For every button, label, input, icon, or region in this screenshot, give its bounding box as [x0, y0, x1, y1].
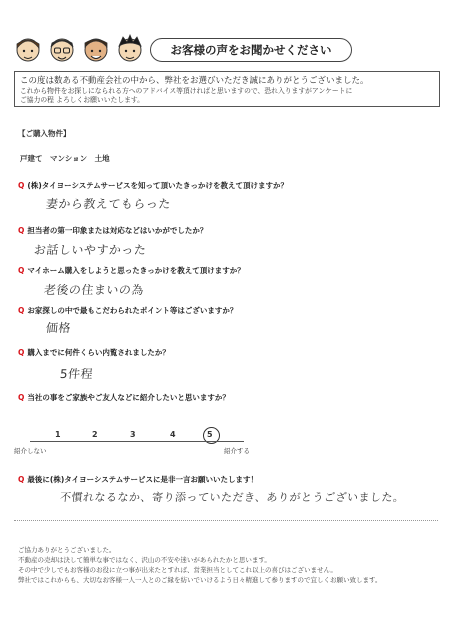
footer-line-2: 不動産の売却は決して簡単な事ではなく、沢山の不安や迷いがあられたかと思います。: [18, 556, 271, 564]
divider: [14, 520, 438, 521]
greeting-box: [14, 71, 440, 107]
answer-4: 価格: [45, 321, 72, 335]
greeting-line-2: これから物件をお探しになられる方へのアドバイス等頂ければと思いますので、恐れ入りますがアンケートに: [20, 87, 353, 95]
footer-line-3: その中で少しでもお客様のお役に立つ事が出来たとすれば、営業担当としてこれ以上の喜びはございません。: [18, 566, 337, 574]
question-mark: Q: [18, 393, 25, 402]
purchase-section-label: 【ご購入物件】: [18, 129, 71, 138]
rating-right-label: 紹介する: [224, 447, 250, 455]
question-mark: Q: [18, 306, 25, 315]
staff-avatar-icon: [48, 34, 76, 66]
question-text: 当社の事をご家族やご友人などに紹介したいと思いますか？: [27, 393, 230, 402]
question-mark: Q: [18, 266, 25, 275]
question-text: お家探しの中で最もこだわられたポイント等はございますか？: [27, 306, 238, 315]
question-mark: Q: [18, 348, 25, 357]
answer-2: お話しいやすかった: [33, 243, 148, 257]
rating-left-label: 紹介しない: [14, 447, 47, 455]
greeting-line-1: この度は数ある不動産会社の中から、弊社をお選びいただき誠にありがとうございました。: [20, 76, 369, 86]
question-text: 最後に(株)タイヨーシステムサービスに是非一言お願いいたします！: [27, 475, 259, 484]
question-mark: Q: [18, 475, 25, 484]
final-answer: 不慣れなるなか、寄り添っていただき、ありがとうございました。: [59, 491, 406, 504]
page-title: お客様の声をお聞かせください: [170, 43, 332, 57]
question-text: 購入までに何件くらい内覧されましたか？: [27, 348, 170, 357]
final-question: [18, 474, 258, 485]
rating-scale-line: [30, 441, 244, 442]
question-text: (株)タイヨーシステムサービスを知って頂いたきっかけを教えて頂けますか？: [27, 181, 289, 190]
question-1: [18, 180, 288, 191]
question-3: [18, 265, 245, 276]
footer-line-1: ご協力ありがとうございました。: [18, 546, 116, 554]
answer-1: 妻から教えてもらった: [45, 197, 172, 211]
question-5: [18, 347, 170, 358]
answer-5: 5件程: [59, 367, 94, 381]
answer-3: 老後の住まいの為: [43, 283, 145, 297]
title-banner: [150, 38, 352, 62]
rating-number-3: 3: [130, 430, 136, 439]
rating-number-5: 5: [207, 430, 213, 439]
rating-number-2: 2: [92, 430, 98, 439]
footer-line-4: 弊社ではこれからも、大切なお客様一人一人とのご縁を紡いでいけるよう日々精進して参りますので宜しくお願い致します。: [18, 576, 382, 584]
staff-avatars: [14, 30, 148, 70]
staff-avatar-icon: [116, 34, 144, 66]
staff-avatar-icon: [82, 34, 110, 66]
question-6: [18, 392, 230, 403]
question-text: 担当者の第一印象または対応などはいかがでしたか？: [27, 226, 208, 235]
question-4: [18, 305, 237, 316]
rating-number-4: 4: [170, 430, 176, 439]
question-2: [18, 225, 207, 236]
staff-avatar-icon: [14, 34, 42, 66]
question-mark: Q: [18, 181, 25, 190]
property-types: 戸建て マンション 土地: [20, 154, 110, 163]
question-mark: Q: [18, 226, 25, 235]
greeting-line-3: ご協力の程 よろしくお願いいたします。: [20, 96, 144, 104]
question-text: マイホーム購入をしようと思ったきっかけを教えて頂けますか？: [27, 266, 245, 275]
rating-number-1: 1: [55, 430, 61, 439]
